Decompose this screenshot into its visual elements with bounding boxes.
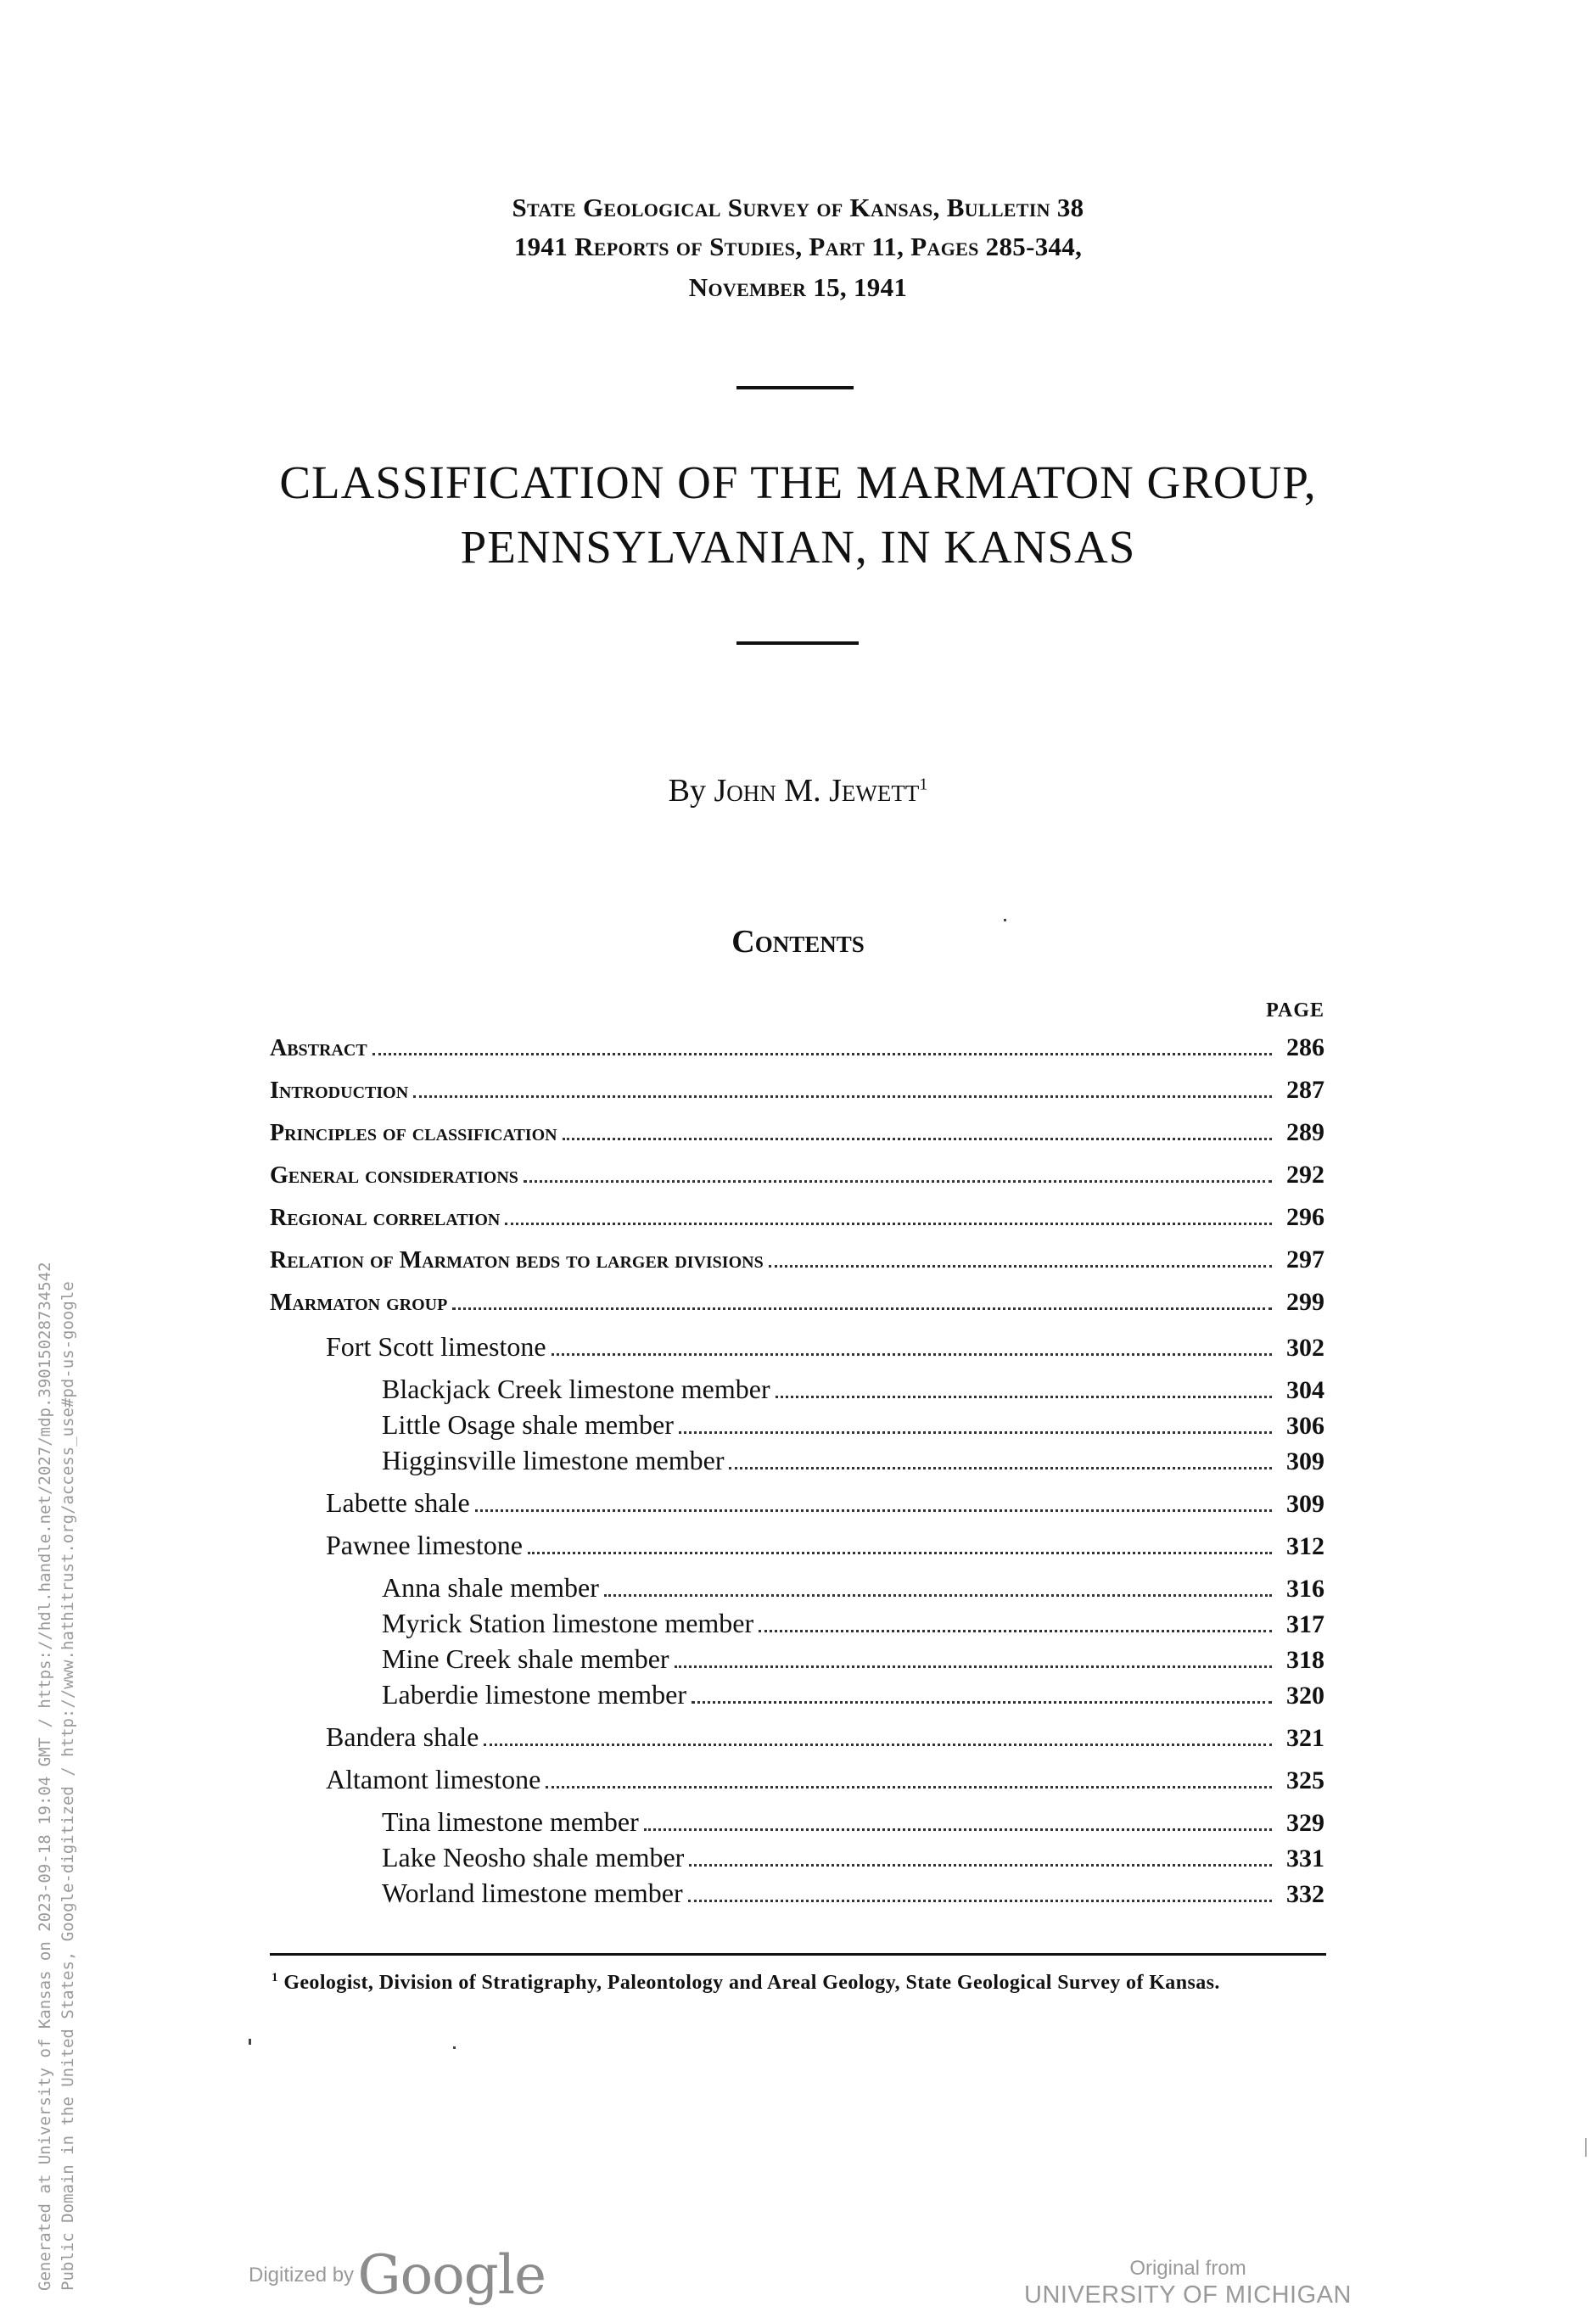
toc-leader-dots: [692, 1701, 1272, 1704]
toc-entry-page: 325: [1286, 1766, 1324, 1794]
toc-entry: [382, 1806, 1324, 1844]
toc-entry-page: 296: [1286, 1203, 1324, 1231]
toc-leader-dots: [675, 1665, 1272, 1668]
toc-entry: [326, 1331, 1324, 1369]
toc-entry: [382, 1409, 1324, 1447]
original-from: [1018, 2257, 1358, 2309]
toc-entry: [326, 1530, 1324, 1567]
toc-entry-label: Principles of classification: [270, 1120, 557, 1146]
toc-entry-page: 299: [1286, 1288, 1324, 1316]
title-line-2: PENNSYLVANIAN, IN KANSAS: [460, 521, 1136, 573]
toc-entry-page: 318: [1286, 1646, 1324, 1674]
watermark-line-1: Generated at University of Kansas on 2023-09-18 19:04 GMT / https://hdl.handle.net/2027/mdp.39015028734542: [36, 1262, 54, 2291]
scan-speck: [453, 2046, 456, 2049]
toc-entry-label: Relation of Marmaton beds to larger divisions: [270, 1247, 764, 1273]
toc-entry: [326, 1764, 1324, 1801]
toc-entry-label: Mine Creek shale member: [382, 1643, 669, 1674]
toc-leader-dots: [563, 1138, 1272, 1140]
toc-entry: [326, 1721, 1324, 1759]
toc-entry-page: 312: [1286, 1532, 1324, 1560]
google-logo: Google: [357, 2244, 546, 2307]
toc-leader-dots: [769, 1265, 1272, 1268]
toc-entry-label: Laberdie limestone member: [382, 1679, 686, 1710]
toc-entry: [382, 1374, 1324, 1411]
toc-entry-label: Lake Neosho shale member: [382, 1842, 685, 1872]
toc-entry-label: Labette shale: [326, 1487, 470, 1518]
toc-entry: [326, 1487, 1324, 1525]
toc-entry-label: Higginsville limestone member: [382, 1445, 725, 1475]
toc-leader-dots: [679, 1431, 1272, 1434]
byline-by: By: [668, 773, 707, 809]
header-reports-line: 1941 Reports of Studies, Part 11, Pages 285-344,: [513, 232, 1083, 261]
watermark-line-2: Public Domain in the United States, Google-digitized / http://www.hathitrust.org/access_use#pd-us-google: [59, 1281, 77, 2291]
toc-leader-dots: [776, 1396, 1272, 1398]
toc-entry: [382, 1445, 1324, 1482]
toc-entry-page: 316: [1286, 1575, 1324, 1603]
toc-entry-page: 320: [1286, 1682, 1324, 1710]
scan-speck: [1004, 919, 1006, 921]
toc-entry-label: Introduction: [270, 1078, 409, 1104]
byline: [0, 772, 1596, 809]
toc-entry-label: Fort Scott limestone: [326, 1331, 546, 1362]
toc-entry-page: 321: [1286, 1724, 1324, 1752]
toc-entry-page: 317: [1286, 1610, 1324, 1638]
toc-entry-label: Tina limestone member: [382, 1806, 639, 1837]
footnote-mark: 1: [272, 1971, 278, 1984]
toc-leader-dots: [484, 1744, 1272, 1746]
toc-entry-page: 304: [1286, 1376, 1324, 1404]
toc-entry: [382, 1878, 1324, 1915]
original-from-label: Original from: [1129, 2257, 1246, 2280]
toc-entry-label: Anna shale member: [382, 1572, 599, 1603]
toc-entry: [270, 1118, 1324, 1156]
toc-entry-label: Worland limestone member: [382, 1878, 683, 1908]
toc-entry: [270, 1288, 1324, 1325]
toc-entry-label: Little Osage shale member: [382, 1409, 674, 1440]
toc-entry: [382, 1643, 1324, 1681]
toc-leader-dots: [759, 1630, 1272, 1632]
toc-entry-label: Marmaton group: [270, 1290, 448, 1316]
header-divider: [736, 386, 854, 389]
toc-entry-page: 287: [1286, 1076, 1324, 1104]
toc-entry-label: Abstract: [270, 1035, 367, 1061]
toc-entry-label: Pawnee limestone: [326, 1530, 523, 1560]
header-date-line: November 15, 1941: [688, 272, 908, 302]
toc-leader-dots: [552, 1353, 1272, 1356]
toc-entry-page: 289: [1286, 1118, 1324, 1146]
toc-leader-dots: [689, 1864, 1272, 1867]
page-column-label: PAGE: [1266, 999, 1324, 1022]
toc-entry-page: 286: [1286, 1033, 1324, 1061]
toc-entry-page: 302: [1286, 1334, 1324, 1362]
header-series-line: State Geological Survey of Kansas, Bulletin 38: [512, 193, 1084, 222]
toc-leader-dots: [505, 1223, 1272, 1225]
scan-speck: [1585, 2138, 1587, 2157]
author-footnote-mark: 1: [919, 775, 928, 794]
access-watermark: [34, 1262, 80, 2291]
toc-entry: [270, 1203, 1324, 1240]
toc-entry-page: 332: [1286, 1880, 1324, 1908]
toc-entry: [382, 1679, 1324, 1716]
footnote-divider: [270, 1953, 1326, 1956]
toc-entry: [270, 1161, 1324, 1198]
toc-leader-dots: [524, 1180, 1272, 1183]
title-line-1: CLASSIFICATION OF THE MARMATON GROUP,: [279, 456, 1317, 508]
toc-entry-label: Bandera shale: [326, 1721, 479, 1752]
toc-leader-dots: [546, 1786, 1272, 1788]
digitized-by-label: Digitized by: [249, 2264, 355, 2287]
toc-entry-label: Altamont limestone: [326, 1764, 541, 1794]
toc-entry: [382, 1842, 1324, 1879]
toc-leader-dots: [604, 1594, 1272, 1597]
contents-heading: Contents: [731, 924, 865, 960]
toc-leader-dots: [644, 1828, 1272, 1831]
title-divider: [736, 641, 859, 645]
toc-leader-dots: [475, 1509, 1272, 1512]
toc-entry: [382, 1608, 1324, 1645]
scan-speck: [249, 2039, 251, 2045]
toc-entry: [270, 1033, 1324, 1071]
toc-entry-page: 331: [1286, 1844, 1324, 1872]
toc-entry-page: 309: [1286, 1490, 1324, 1518]
toc-entry-page: 306: [1286, 1412, 1324, 1440]
toc-entry-label: Regional correlation: [270, 1205, 501, 1231]
toc-leader-dots: [729, 1467, 1272, 1469]
toc-entry-page: 309: [1286, 1447, 1324, 1475]
toc-leader-dots: [688, 1900, 1272, 1902]
toc-leader-dots: [413, 1095, 1272, 1098]
toc-leader-dots: [452, 1307, 1272, 1310]
toc-entry-page: 297: [1286, 1245, 1324, 1273]
toc-entry-label: Myrick Station limestone member: [382, 1608, 754, 1638]
toc-entry: [270, 1076, 1324, 1113]
toc-entry: [382, 1572, 1324, 1609]
toc-leader-dots: [528, 1552, 1272, 1554]
toc-leader-dots: [372, 1053, 1272, 1055]
footnote-text: Geologist, Division of Stratigraphy, Paleontology and Areal Geology, State Geological Survey of Kansas.: [283, 1972, 1220, 1994]
university-name: UNIVERSITY OF MICHIGAN: [1024, 2281, 1352, 2309]
digitized-by-google: [249, 2244, 546, 2307]
footnote: [272, 1967, 1328, 1994]
toc-entry-label: Blackjack Creek limestone member: [382, 1374, 770, 1404]
toc-entry-page: 292: [1286, 1161, 1324, 1189]
toc-entry: [270, 1245, 1324, 1283]
toc-entry-page: 329: [1286, 1809, 1324, 1837]
author-name: John M. Jewett: [714, 773, 920, 809]
toc-entry-label: General considerations: [270, 1162, 518, 1189]
